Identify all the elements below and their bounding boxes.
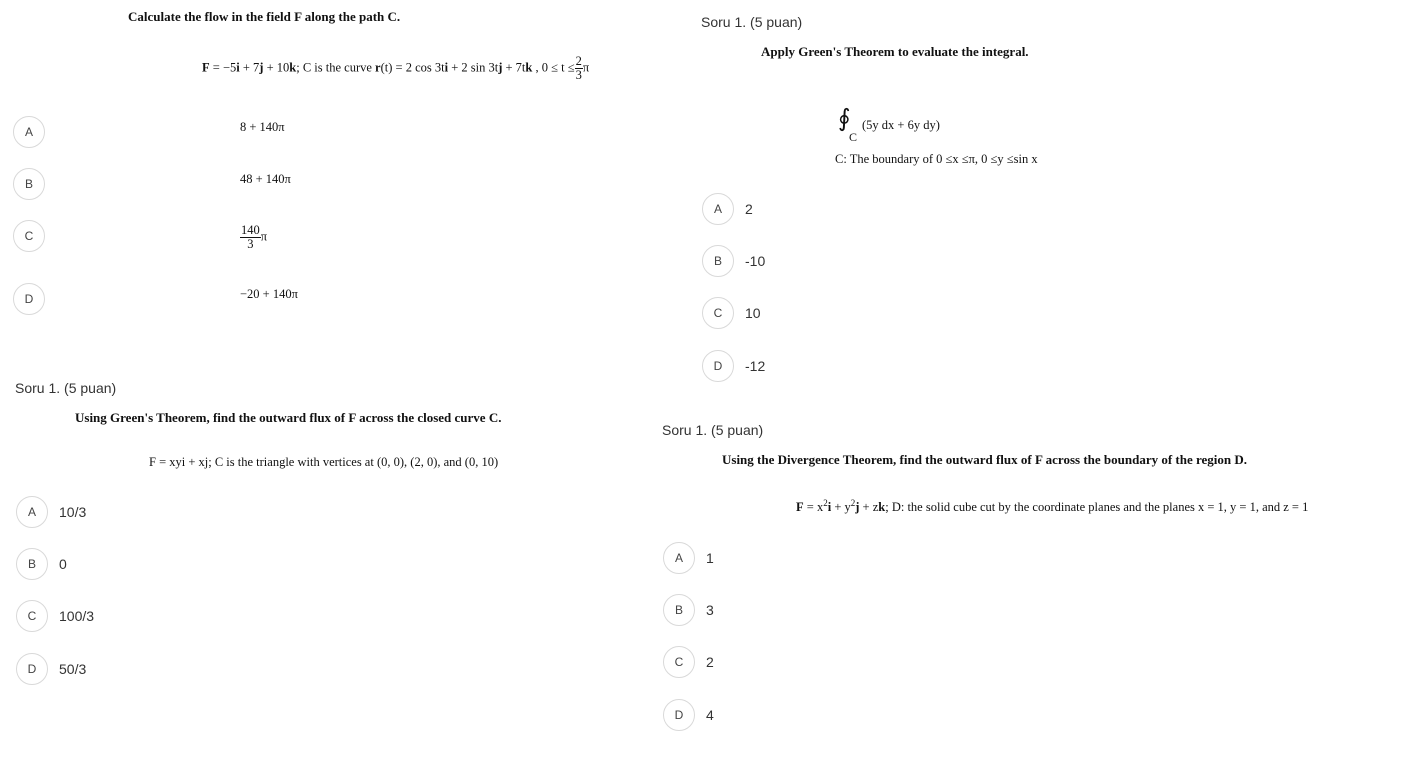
option-a-answer[interactable]: 2: [745, 201, 753, 217]
question-formula: F = −5i + 7j + 10k; C is the curve r(t) = 2 cos 3ti + 2 sin 3tj + 7tk , 0 ≤ t ≤ $\frac{2}{3}$ π: [202, 54, 590, 83]
fraction: $\frac{2}{3}$: [575, 54, 582, 83]
option-c-answer[interactable]: 100/3: [59, 608, 95, 624]
question-title: Using the Divergence Theorem, find the outward flux of F across the boundary of the region D.: [722, 452, 1248, 467]
option-c-button[interactable]: C: [663, 646, 695, 678]
option-b-button[interactable]: B: [13, 168, 45, 200]
integrand: (5y dx + 6y dy): [862, 118, 940, 132]
question-header: Soru 1. (5 puan): [662, 422, 764, 438]
option-d-button[interactable]: D: [16, 653, 48, 685]
option-a-button[interactable]: A: [16, 496, 48, 528]
option-b-answer[interactable]: 48 + 140π: [240, 172, 291, 186]
option-d-answer[interactable]: 4: [706, 707, 714, 723]
option-b-answer[interactable]: 0: [59, 556, 67, 572]
option-d-button[interactable]: D: [702, 350, 734, 382]
option-b-answer[interactable]: -10: [745, 253, 766, 269]
option-d-button[interactable]: D: [663, 699, 695, 731]
contour-integral-icon: ∮: [838, 106, 851, 132]
option-d-answer[interactable]: -12: [745, 358, 766, 374]
option-b-button[interactable]: B: [663, 594, 695, 626]
option-c-answer[interactable]: 2: [706, 654, 714, 670]
option-a-answer[interactable]: 10/3: [59, 504, 87, 520]
option-d-answer[interactable]: 50/3: [59, 661, 87, 677]
option-d-answer[interactable]: −20 + 140π: [240, 287, 298, 301]
option-b-answer[interactable]: 3: [706, 602, 714, 618]
question-header: Soru 1. (5 puan): [15, 380, 117, 396]
option-c-button[interactable]: C: [16, 600, 48, 632]
option-b-button[interactable]: B: [702, 245, 734, 277]
option-b-button[interactable]: B: [16, 548, 48, 580]
option-a-answer[interactable]: 8 + 140π: [240, 120, 285, 134]
option-a-button[interactable]: A: [13, 116, 45, 148]
option-d-button[interactable]: D: [13, 283, 45, 315]
option-c-answer[interactable]: 10: [745, 305, 761, 321]
option-c-button[interactable]: C: [702, 297, 734, 329]
question-header: Soru 1. (5 puan): [701, 14, 803, 30]
option-a-button[interactable]: A: [702, 193, 734, 225]
option-c-answer[interactable]: $\frac{140}{3}$ π: [241, 223, 268, 252]
integral-subscript: C: [849, 130, 858, 144]
boundary-description: C: The boundary of 0 ≤x ≤π, 0 ≤y ≤sin x: [835, 152, 1038, 166]
question-formula: $F = x^2i + y^2j$ + zk; D: the solid cube cut by the coordinate planes and the planes x = 1, y = 1, and z = 1: [796, 497, 1309, 514]
fraction: $\frac{140}{3}$: [241, 223, 260, 252]
option-c-button[interactable]: C: [13, 220, 45, 252]
question-formula: F = xyi + xj; C is the triangle with vertices at (0, 0), (2, 0), and (0, 10): [149, 455, 499, 469]
question-title: Apply Green's Theorem to evaluate the integral.: [761, 44, 1029, 59]
question-title: Calculate the flow in the field F along the path C.: [128, 9, 401, 24]
option-a-button[interactable]: A: [663, 542, 695, 574]
question-title: Using Green's Theorem, find the outward flux of F across the closed curve C.: [75, 410, 502, 425]
option-a-answer[interactable]: 1: [706, 550, 714, 566]
